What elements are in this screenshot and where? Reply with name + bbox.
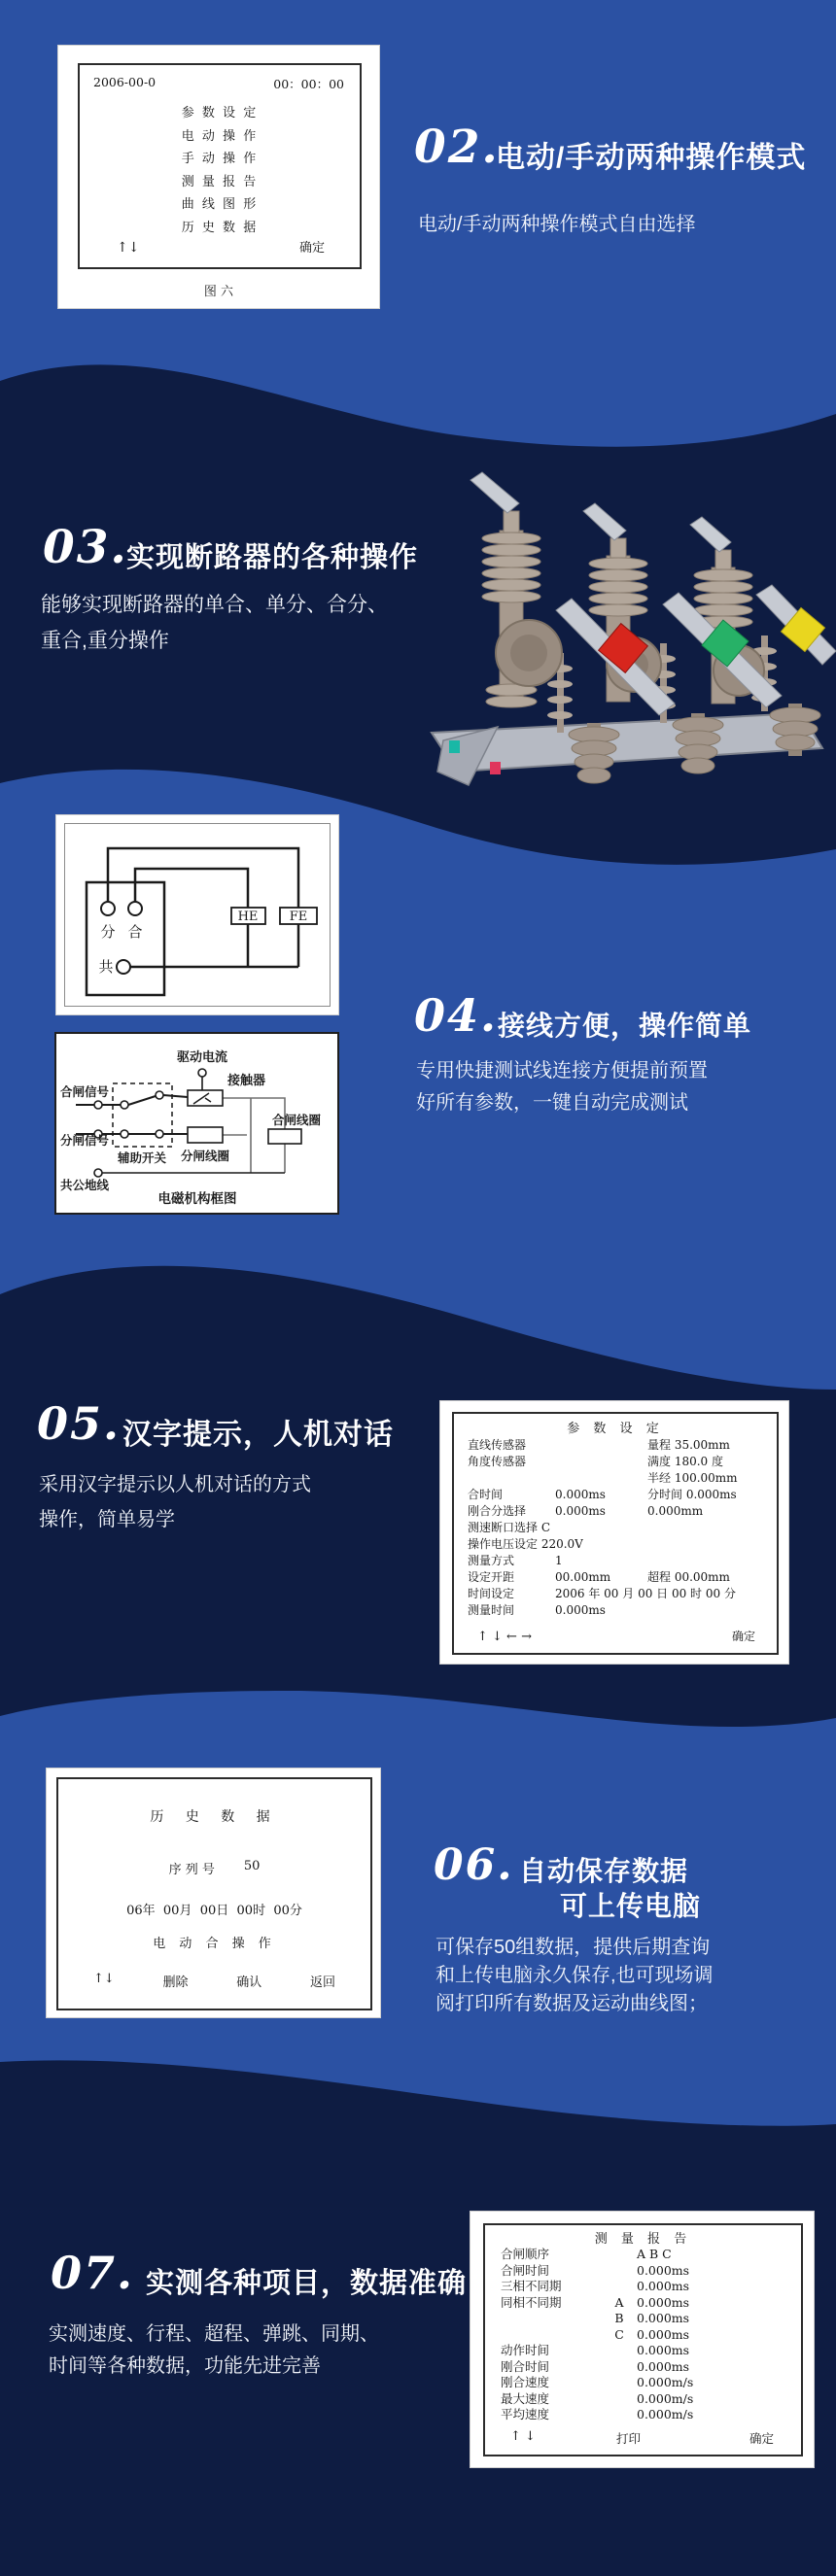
param-value: 2006 年 00 月 00 日 00 时 00 分 — [555, 1587, 736, 1600]
param-value: 00.00mm — [555, 1570, 611, 1584]
param-label: 刚合分选择 — [468, 1504, 527, 1518]
back-softkey: 返回 — [309, 1975, 335, 1990]
confirm-softkey: 确定 — [731, 1630, 755, 1643]
history-softkeys — [93, 1972, 335, 1990]
up-down-arrows-icon: ↑ ↓ — [510, 2429, 536, 2444]
label-he: HE — [237, 910, 259, 924]
param-right: 超程 00.00mm — [647, 1570, 730, 1584]
param-value: 0.000ms — [555, 1603, 606, 1617]
print-softkey: 打印 — [616, 2431, 642, 2446]
report-phase — [602, 2247, 637, 2263]
param-label: 测量时间 — [468, 1603, 515, 1617]
menu-item-params: 参 数 设 定 — [181, 106, 259, 120]
label-close-coil: 合闸线圈 — [271, 1113, 322, 1127]
report-label: 刚合速度 — [501, 2375, 550, 2389]
nav-arrows-icon: ↑ ↓ ← → — [477, 1630, 532, 1644]
param-right: 0.000mm — [647, 1504, 704, 1518]
report-label: 同相不同期 — [501, 2294, 562, 2310]
report-phase: A — [614, 2294, 624, 2310]
report-value: 0.000ms — [637, 2358, 690, 2374]
confirm-softkey: 确认 — [236, 1975, 262, 1990]
report-label: 合闸时间 — [501, 2262, 550, 2278]
section-06-title-line1: 自动保存数据 — [519, 1856, 689, 1886]
param-value — [555, 1520, 647, 1536]
menu-item-manual: 手 动 操 作 — [181, 152, 259, 166]
section-06-body-line3: 阅打印所有数据及运动曲线图； — [435, 1993, 708, 2014]
breaker-photo — [414, 449, 836, 834]
wiring-diagram — [65, 824, 330, 1006]
section-05-number: 05. — [37, 1397, 122, 1450]
section-03-body-line2: 重合,重分操作 — [41, 630, 169, 652]
section-07-body — [49, 2318, 379, 2383]
params-title: 参 数 设 定 — [567, 1422, 664, 1436]
report-phase: C — [614, 2326, 624, 2342]
menu-list — [80, 102, 360, 239]
section-03-body-line1: 能够实现断路器的单合、单分、合分、 — [41, 594, 388, 616]
history-screen — [56, 1777, 372, 2010]
param-label: 测速断口选择 C — [468, 1521, 550, 1534]
report-value: 0.000ms — [637, 2343, 690, 2357]
param-right: 量程 35.00mm — [647, 1438, 730, 1452]
figure-caption: 图 六 — [203, 285, 234, 299]
report-phase — [602, 2407, 637, 2423]
param-label: 角度传感器 — [468, 1455, 527, 1468]
label-common: 共 — [98, 958, 114, 976]
wiring-diagram-frame — [64, 823, 331, 1007]
param-right: 分时间 0.000ms — [647, 1488, 737, 1501]
section-04-title: 接线方便，操作简单 — [498, 1011, 752, 1041]
report-phase — [602, 2359, 637, 2376]
label-fe: FE — [289, 910, 308, 924]
confirm-softkey: 确定 — [298, 241, 325, 256]
params-rows — [468, 1437, 769, 1619]
section-06-number: 06. — [434, 1840, 514, 1890]
param-label — [468, 1470, 555, 1487]
param-right — [647, 1586, 769, 1602]
mechanism-diagram-panel — [54, 1032, 339, 1215]
history-operation: 电 动 合 操 作 — [153, 1937, 276, 1951]
section-02-body: 电动/手动两种操作模式自由选择 — [418, 214, 696, 235]
report-screen — [483, 2223, 803, 2456]
report-title: 测 量 报 告 — [594, 2232, 692, 2247]
report-label: 动作时间 — [501, 2343, 550, 2357]
menu-screen-panel — [57, 45, 380, 309]
report-value: 0.000ms — [637, 2294, 690, 2310]
history-screen-panel — [46, 1768, 381, 2018]
report-label — [501, 2311, 602, 2327]
section-07-body-line1: 实测速度、行程、超程、弹跳、同期、 — [49, 2323, 379, 2345]
mechanism-diagram — [56, 1034, 337, 1213]
param-right: 半经 100.00mm — [647, 1471, 738, 1485]
serial-label: 序 列 号 — [168, 1863, 215, 1877]
label-open-coil: 分闸线圈 — [180, 1149, 230, 1163]
report-label: 刚合时间 — [501, 2358, 550, 2374]
confirm-softkey: 确定 — [749, 2431, 774, 2446]
label-contactor: 接触器 — [227, 1074, 266, 1088]
label-common-ground: 共公地线 — [60, 1178, 110, 1192]
menu-item-report: 测 量 报 告 — [181, 174, 259, 189]
param-right — [647, 1536, 769, 1553]
report-label: 平均速度 — [501, 2407, 550, 2421]
report-value: 0.000m/s — [637, 2407, 694, 2421]
param-value — [555, 1470, 647, 1487]
section-06-body-line1: 可保存50组数据，提供后期查询 — [435, 1937, 711, 1958]
screen-time: 00：00：00 — [273, 77, 344, 91]
params-screen-panel — [439, 1400, 789, 1665]
section-04-number: 04. — [414, 989, 499, 1042]
param-right: 满度 180.0 度 — [647, 1455, 723, 1468]
section-05-body-line1: 采用汉字提示以人机对话的方式 — [39, 1474, 311, 1495]
report-value: 0.000ms — [637, 2326, 690, 2342]
label-close: 合 — [127, 923, 143, 941]
section-06-body — [435, 1934, 714, 2018]
param-label: 操作电压设定 220.0V — [468, 1537, 583, 1551]
section-03-body — [41, 587, 388, 659]
section-03-title: 实现断路器的各种操作 — [126, 542, 419, 573]
serial-row — [58, 1859, 370, 1877]
section-05-body-line2: 操作，简单易学 — [39, 1509, 175, 1530]
report-rows — [501, 2247, 793, 2423]
param-label: 合时间 — [468, 1488, 504, 1501]
label-drive-current: 驱动电流 — [176, 1050, 228, 1065]
report-value: 0.000ms — [637, 2262, 690, 2278]
report-phase — [602, 2391, 637, 2408]
section-06-title-line2: 可上传电脑 — [560, 1891, 702, 1921]
report-screen-panel — [470, 2211, 815, 2468]
section-07-title: 实测各种项目，数据准确 — [146, 2268, 468, 2299]
label-aux-switch: 辅助开关 — [117, 1151, 167, 1165]
section-06-body-line2: 和上传电脑永久保存,也可现场调 — [435, 1965, 714, 1986]
report-phase — [602, 2375, 637, 2391]
param-label: 直线传感器 — [468, 1438, 527, 1452]
screen-date: 2006-00-0 — [93, 75, 157, 89]
section-02-number: 02. — [414, 120, 500, 174]
param-value — [555, 1536, 647, 1553]
menu-item-history: 历 史 数 据 — [181, 220, 259, 235]
section-04-body-line2: 好所有参数，一键自动完成测试 — [416, 1092, 688, 1114]
delete-softkey: 删除 — [162, 1975, 189, 1990]
report-phase — [602, 2279, 637, 2295]
report-phase — [602, 2343, 637, 2359]
param-label: 时间设定 — [468, 1587, 515, 1600]
up-down-arrows-icon: ↑↓ — [93, 1972, 115, 1986]
section-03-number: 03. — [43, 521, 128, 574]
section-07-number: 07. — [51, 2247, 135, 2299]
menu-item-electric: 电 动 操 作 — [181, 128, 259, 144]
diagram-caption: 电磁机构框图 — [157, 1191, 237, 1207]
section-07-body-line2: 时间等各种数据，功能先进完善 — [49, 2355, 321, 2377]
wiring-diagram-panel — [55, 814, 339, 1015]
menu-item-curves: 曲 线 图 形 — [181, 197, 259, 212]
param-value: 0.000ms — [555, 1504, 606, 1518]
params-screen — [452, 1412, 779, 1655]
section-04-body-line1: 专用快捷测试线连接方便提前预置 — [416, 1060, 708, 1082]
param-right — [647, 1553, 769, 1569]
param-right — [647, 1602, 769, 1619]
report-label — [501, 2327, 602, 2344]
param-value — [555, 1454, 647, 1470]
report-value: A B C — [637, 2247, 672, 2261]
report-value: 0.000m/s — [637, 2375, 694, 2389]
report-label: 三相不同期 — [501, 2279, 562, 2293]
param-value — [555, 1437, 647, 1454]
section-04-body — [416, 1055, 708, 1119]
section-05-body — [39, 1467, 311, 1537]
serial-value: 50 — [243, 1859, 261, 1873]
history-title: 历 史 数 据 — [150, 1809, 279, 1825]
report-value: 0.000ms — [637, 2279, 690, 2293]
param-right — [647, 1520, 769, 1536]
param-label: 设定开距 — [468, 1570, 515, 1584]
report-label: 最大速度 — [501, 2390, 550, 2406]
section-02-title: 电动/手动两种操作模式 — [496, 142, 807, 174]
report-value: 0.000ms — [637, 2311, 690, 2325]
report-phase: B — [614, 2311, 624, 2325]
menu-screen — [78, 63, 362, 269]
report-label: 合闸顺序 — [501, 2247, 550, 2261]
history-datetime: 06年 00月 00日 00时 00分 — [126, 1904, 302, 1918]
param-value: 0.000ms — [555, 1488, 606, 1501]
label-open-signal: 分闸信号 — [60, 1133, 110, 1148]
label-open: 分 — [100, 923, 116, 941]
up-down-arrows-icon: ↑↓ — [117, 240, 140, 256]
label-close-signal: 合闸信号 — [60, 1084, 110, 1099]
param-value: 1 — [555, 1554, 563, 1567]
section-05-title: 汉字提示，人机对话 — [122, 1419, 394, 1451]
report-value: 0.000m/s — [637, 2390, 694, 2406]
param-label: 测量方式 — [468, 1554, 515, 1567]
report-phase — [602, 2263, 637, 2280]
